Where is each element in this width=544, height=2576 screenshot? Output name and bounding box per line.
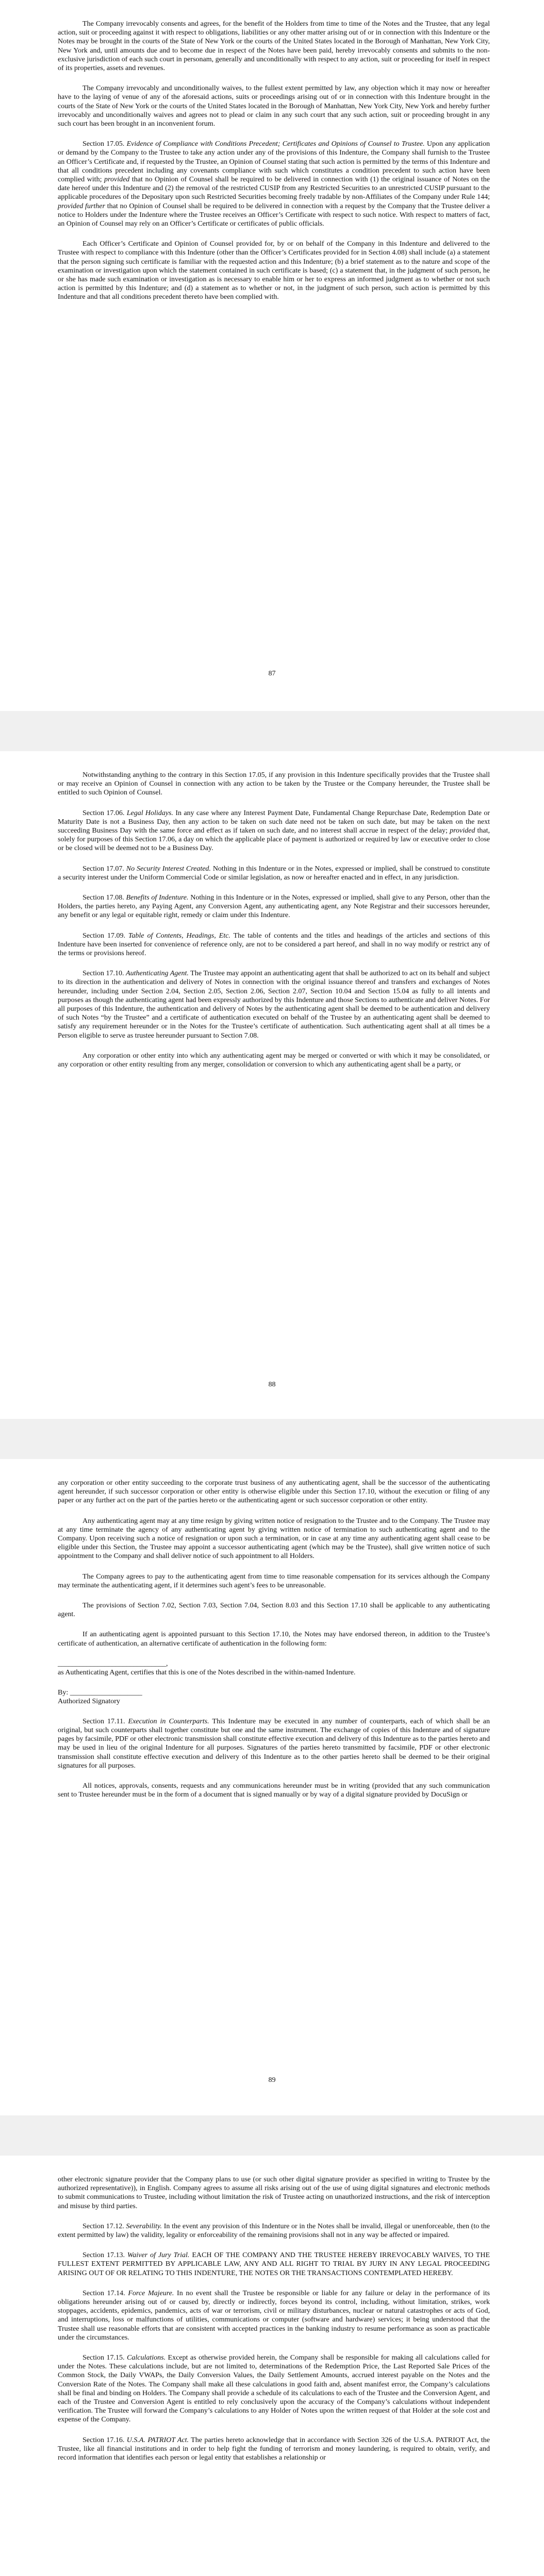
applicable-provisions-paragraph: The provisions of Section 7.02, Section 7.03, Section 7.04, Section 8.03 and this Section 17.10 shall be applicable to any authenticating agent. (58, 1602, 490, 1619)
authentication-certificate (58, 1659, 490, 1706)
section-number: Section 17.11. (83, 1717, 125, 1725)
notices-paragraph: All notices, approvals, consents, requests and any communications hereunder must be in writing (provided that any such communication sent to Trustee hereunder must be in the form of a document that is signed manually or by way of a digital signature provided by DocuSign or (58, 1782, 490, 1799)
successor-paragraph: any corporation or other entity succeeding to the corporate trust business of any authenticating agent, shall be the successor of the authenticating agent hereunder, if such successor corporation or other entity is otherwise eligible under this Section 17.10, without the execution or filing of any paper or any further act on the part of the parties hereto or the authenticating agent or such successor corporation or other entity. (58, 1479, 490, 1505)
section-title: Calculations. (127, 2354, 166, 2362)
section-title: Severability. (126, 2222, 162, 2230)
section-title: Benefits of Indenture. (126, 894, 189, 902)
page-break (0, 1419, 544, 1459)
section-body: The Trustee may appoint an authenticating agent that shall be authorized to act on its behalf and subject to its direction in the authentication and delivery of Notes in connection with the original issuance thereof and transfers and exchanges of Notes hereunder, including under Section 2.04, Section 2.05, Section 2.06, Section 2.07, Section 10.04 and Section 15.04 as fully to all intents and purposes as though the authenticating agent had been expressly authorized by this Indenture and those Sections to authenticate and deliver Notes. For all purposes of this Indenture, the authentication and delivery of Notes by the authenticating agent shall be deemed to be authentication and delivery of such Notes “by the Trustee” and a certificate of authentication executed on behalf of the Trustee by an authenticating agent shall be deemed to satisfy any requirement hereunder or in the Notes for the Trustee’s certificate of authentication. Such authenticating agent shall at all times be a Person eligible to serve as trustee hereunder pursuant to Section 7.08. (58, 970, 490, 1040)
section-number: Section 17.16. (83, 2436, 125, 2444)
section-body: Nothing in this Indenture or in the Notes, expressed or implied, shall be construed to constitute a security interest under the Uniform Commercial Code or similar legislation, as now or hereafter enacted and in effect, in any jurisdiction. (58, 865, 490, 882)
section-number: Section 17.07. (83, 865, 124, 873)
section-body: The parties hereto acknowledge that in accordance with Section 326 of the U.S.A. PATRIOT Act, the Trustee, like all financial institutions and in order to help fight the funding of terrorism and money laundering, is required to obtain, verify, and record information that identifies each person or legal entity that establishes a relationship or (58, 2436, 490, 2462)
as-authenticating-agent: as Authenticating Agent, certifies that this is one of the Notes described in the within-named Indenture. (58, 1668, 356, 1676)
section-body: that no Opinion of Counsel shall be required to be delivered in connection with a request by the Company that the Trustee deliver a notice to Holders under the Indenture where the Trustee receives an Officer’s Certificate with respect to such notice. With respect to matters of fact, an Opinion of Counsel may rely on an Officer’s Certificate or certificates of public officials. (58, 202, 490, 228)
section-17-15 (58, 2353, 490, 2425)
section-body: Except as otherwise provided herein, the Company shall be responsible for making all calculations called for under the Notes. These calculations include, but are not limited to, determinations of the Redemption Price, the Last Reported Sale Prices of the Common Stock, the Daily VWAPs, the Daily Conversion Values, the Daily Settlement Amounts, accrued interest payable on the Notes and the Conversion Rate of the Notes. The Company shall make all these calculations in good faith and, absent manifest error, the Company’s calculations shall be final and binding on Holders. The Company shall provide a schedule of its calculations to each of the Trustee and the Conversion Agent, and each of the Trustee and Conversion Agent is entitled to rely conclusively upon the accuracy of the Company’s calculations without independent verification. The Trustee will forward the Company’s calculations to any Holder of Notes upon the written request of that Holder at the sole cost and expense of the Company. (58, 2354, 490, 2424)
section-17-06 (58, 809, 490, 853)
section-17-10 (58, 969, 490, 1040)
section-title: Execution in Counterparts. (128, 1717, 209, 1725)
section-title: Waiver of Jury Trial. (127, 2251, 190, 2260)
page-number: 89 (268, 2076, 276, 2084)
section-body: EACH OF THE COMPANY AND THE TRUSTEE HEREBY IRREVOCABLY WAIVES, TO THE FULLEST EXTENT PERMITTED BY APPLICABLE LAW, ANY AND ALL RIGHT TO TRIAL BY JURY IN ANY LEGAL PROCEEDING ARISING OUT OF OR RELATING TO THIS INDENTURE, THE NOTES OR THE TRANSACTIONS CONTEMPLATED HEREBY. (58, 2251, 490, 2277)
section-number: Section 17.13. (83, 2251, 125, 2260)
section-number: Section 17.15. (83, 2354, 125, 2362)
section-title: Authenticating Agent. (126, 970, 189, 978)
signature-blank-line: ______________________________, (58, 1659, 168, 1668)
section-17-08 (58, 893, 490, 920)
page-number: 88 (268, 1381, 276, 1388)
page-number: 87 (268, 670, 276, 677)
page-88 (0, 751, 544, 1419)
merger-paragraph: Any corporation or other entity into which any authenticating agent may be merged or converted or with which it may be consolidated, or any corporation or other entity resulting from any merger, consolidation or conversion to which any authenticating agent shall be a party, or (58, 1052, 490, 1069)
section-17-05 (58, 140, 490, 228)
page-90 (0, 2156, 544, 2576)
page-89 (0, 1459, 544, 2115)
resignation-paragraph: Any authenticating agent may at any time resign by giving written notice of resignation to the Trustee and to the Company. The Trustee may at any time terminate the agency of any authenticating agent by giving written notice of termination to such authenticating agent and to the Company. Upon receiving such a notice of resignation or upon such a termination, or in case at any time any authenticating agent shall cease to be eligible under this Section, the Trustee may appoint a successor authenticating agent (which may be the Trustee), shall give written notice of such appointment to the Company and shall deliver notice of such appointment to all Holders. (58, 1517, 490, 1561)
section-number: Section 17.08. (83, 894, 124, 902)
section-number: Section 17.12. (83, 2222, 124, 2230)
section-17-11 (58, 1717, 490, 1770)
section-17-09 (58, 931, 490, 958)
compensation-paragraph: The Company agrees to pay to the authenticating agent from time to time reasonable compensation for its services although the Company may terminate the authenticating agent, if it determines such agent’s fees to be unreasonable. (58, 1572, 490, 1589)
section-number: Section 17.10. (83, 970, 124, 978)
provided-further-term: provided further (58, 202, 105, 210)
section-17-13 (58, 2251, 490, 2278)
page-break (0, 2115, 544, 2156)
section-17-16 (58, 2436, 490, 2463)
provided-term: provided (104, 176, 130, 184)
notwithstanding-paragraph: Notwithstanding anything to the contrary in this Section 17.05, if any provision in this Indenture specifically provides that the Trustee shall or may receive an Opinion of Counsel in connection with any action to be taken by the Trustee or the Company hereunder, the Trustee shall be entitled to such Opinion of Counsel. (58, 771, 490, 797)
section-17-12 (58, 2222, 490, 2240)
jurisdiction-paragraph: The Company irrevocably consents and agrees, for the benefit of the Holders from time to time of the Notes and the Trustee, that any legal action, suit or proceeding against it with respect to obligations, liabilities or any other matter arising out of or in connection with this Indenture or the Notes may be brought in the courts of the State of New York or the courts of the United States located in the Borough of Manhattan, New York City, New York and, until amounts due and to become due in respect of the Notes have been paid, hereby irrevocably consents and submits to the non-exclusive jurisdiction of each such court in personam, generally and unconditionally with respect to any action, suit or proceeding for itself in respect of its properties, assets and revenues. (58, 20, 490, 73)
section-body: In no event shall the Trustee be responsible or liable for any failure or delay in the performance of its obligations hereunder arising out of or caused by, directly or indirectly, forces beyond its control, including, without limitation, strikes, work stoppages, accidents, epidemics, pandemics, acts of war or terrorism, civil or military disturbances, nuclear or natural catastrophes or acts of God, and interruptions, loss or malfunctions of utilities, communications or computer (software and hardware) services; it being understood that the Trustee shall use reasonable efforts that are consistent with accepted practices in the banking industry to resume performance as soon as practicable under the circumstances. (58, 2289, 490, 2342)
section-number: Section 17.05. (83, 140, 125, 148)
section-body: In any case where any Interest Payment Date, Fundamental Change Repurchase Date, Redemption Date or Maturity Date is not a Business Day, then any action to be taken on such date need not be taken on such date, but may be taken on the next succeeding Business Day with the same force and effect as if taken on such date, and no interest shall accrue in respect of the delay; (58, 809, 490, 835)
section-title: U.S.A. PATRIOT Act. (126, 2436, 189, 2444)
section-title: Table of Contents, Headings, Etc. (128, 931, 230, 940)
page-87 (0, 0, 544, 711)
section-body: In the event any provision of this Indenture or in the Notes shall be invalid, illegal or unenforceable, then (to the extent permitted by law) the validity, legality or enforceability of the remaining provisions shall not in any way be affected or impaired. (58, 2222, 490, 2240)
by-line: By: ____________________ (58, 1688, 142, 1697)
section-title: Evidence of Compliance with Conditions Precedent; Certificates and Opinions of Counsel to Trustee. (126, 140, 425, 148)
section-body: that no Opinion of Counsel shall be required to be delivered in connection with (1) the original issuance of Notes on the date hereof under this Indenture and (2) the removal of the restricted CUSIP from any Restricted Securities to an unrestricted CUSIP pursuant to the applicable procedures of the Depositary upon such Restricted Securities becoming freely tradable by non-Affiliates of the Company under Rule 144; (58, 176, 490, 201)
section-number: Section 17.06. (83, 809, 125, 817)
page-break (0, 711, 544, 751)
section-17-14 (58, 2289, 490, 2342)
digital-signature-paragraph: other electronic signature provider that the Company plans to use (or such other digital signature provider as specified in writing to Trustee by the authorized representative)), in English. Company agrees to assume all risks arising out of the use of using digital signatures and electronic methods to submit communications to Trustee, including without limitation the risk of Trustee acting on unauthorized instructions, and the risk of interception and misuse by third parties. (58, 2176, 490, 2210)
officer-certificate-paragraph: Each Officer’s Certificate and Opinion of Counsel provided for, by or on behalf of the Company in this Indenture and delivered to the Trustee with respect to compliance with this Indenture (other than the Officer’s Certificates provided for in Section 4.08) shall include (a) a statement that the person signing such certificate is familiar with the requested action and this Indenture; (b) a brief statement as to the nature and scope of the examination or investigation upon which the statement contained in such certificate is based; (c) a statement that, in the judgment of such person, he or she has made such examination or investigation as is necessary to enable him or her to express an informed judgment as to whether or not such action is permitted by this Indenture; and (d) a statement as to whether or not, in the judgment of such person, such action is permitted by this Indenture and that all conditions precedent thereto have been complied with. (58, 240, 490, 301)
venue-waiver-paragraph: The Company irrevocably and unconditionally waives, to the fullest extent permitted by law, any objection which it may now or hereafter have to the laying of venue of any of the aforesaid actions, suits or proceedings arising out of or in connection with this Indenture brought in the courts of the State of New York or the courts of the United States located in the Borough of Manhattan, New York City, New York and hereby further irrevocably and unconditionally waives and agrees not to plead or claim in any such court that any such action, suit or proceeding brought in any such court has been brought in an inconvenient forum. (58, 84, 490, 128)
provided-term: provided (450, 827, 475, 835)
section-body: Nothing in this Indenture or in the Notes, expressed or implied, shall give to any Person, other than the Holders, the parties hereto, any Paying Agent, any Conversion Agent, any authenticating agent, any Note Registrar and their successors hereunder, any benefit or any legal or equitable right, remedy or claim under this Indenture. (58, 894, 490, 920)
section-title: Legal Holidays. (126, 809, 173, 817)
section-body: This Indenture may be executed in any number of counterparts, each of which shall be an original, but such counterparts shall together constitute but one and the same instrument. The exchange of copies of this Indenture and of signature pages by facsimile, PDF or other electronic transmission shall constitute effective execution and delivery of this Indenture as to the parties hereto and may be used in lieu of the original Indenture for all purposes. Signatures of the parties hereto transmitted by facsimile, PDF or other electronic transmission shall constitute effective execution and delivery of this Indenture as to the other parties hereto shall be deemed to be their original signatures for all purposes. (58, 1717, 490, 1770)
section-number: Section 17.14. (83, 2289, 125, 2297)
authorized-signatory: Authorized Signatory (58, 1697, 120, 1705)
section-body: that, solely for purposes of this Section 17.06, a day on which the applicable place of payment is authorized or required by law or executive order to close or be closed will be deemed not to be a Business Day. (58, 827, 490, 853)
section-17-07 (58, 865, 490, 882)
section-title: No Security Interest Created. (126, 865, 211, 873)
alternative-certificate-paragraph: If an authenticating agent is appointed pursuant to this Section 17.10, the Notes may have endorsed thereon, in addition to the Trustee’s certificate of authentication, an alternative certificate of authentication in the following form: (58, 1631, 490, 1648)
section-body: Upon any application or demand by the Company to the Trustee to take any action under any of the provisions of this Indenture, the Company shall furnish to the Trustee an Officer’s Certificate and, if requested by the Trustee, an Opinion of Counsel stating that such action is permitted by the terms of this Indenture and that all conditions precedent including any covenants compliance with such which constitutes a condition precedent to such action have been complied with; (58, 140, 490, 184)
section-body: The table of contents and the titles and headings of the articles and sections of this Indenture have been inserted for convenience of reference only, are not to be considered a part hereof, and shall in no way modify or restrict any of the terms or provisions hereof. (58, 931, 490, 958)
section-title: Force Majeure. (128, 2289, 174, 2297)
section-number: Section 17.09. (83, 931, 125, 940)
